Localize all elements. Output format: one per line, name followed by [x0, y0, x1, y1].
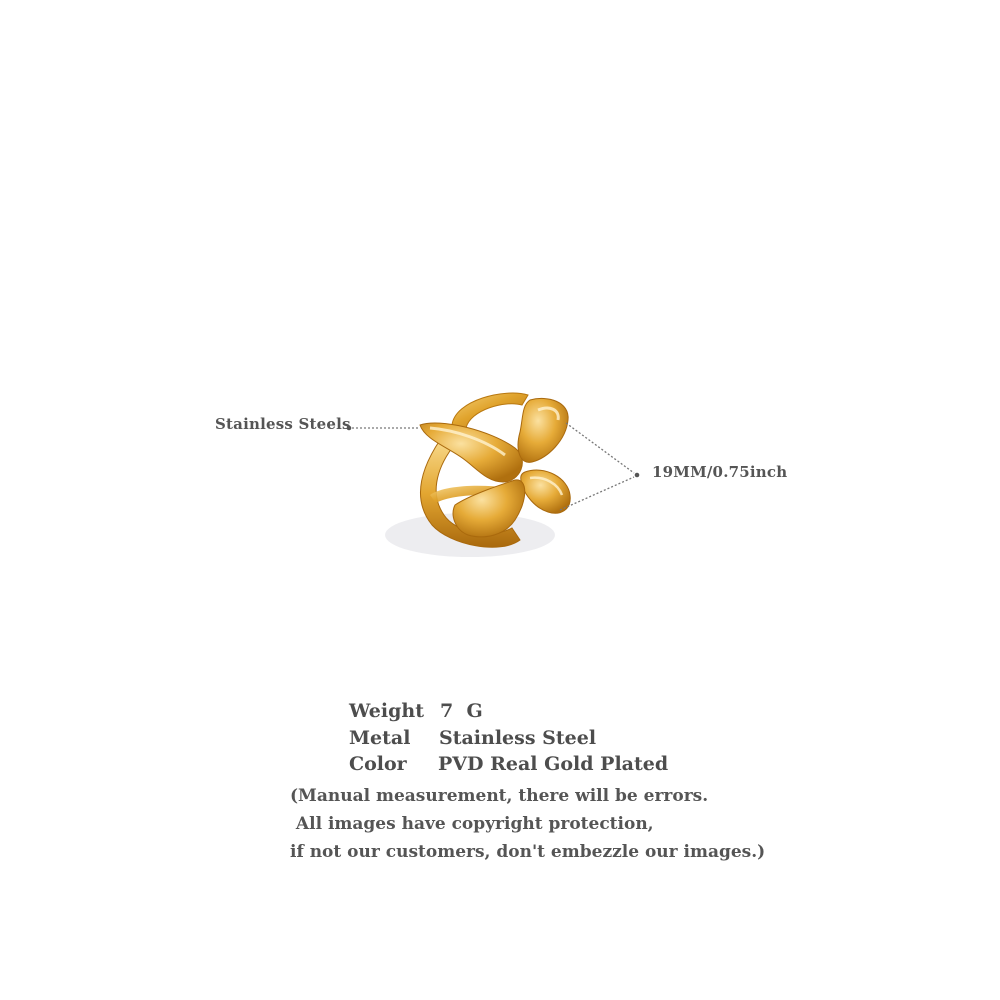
spec-weight-value: 7 G: [440, 700, 483, 722]
spec-weight-label: Weight: [349, 700, 424, 722]
size-leader-dot: [635, 473, 640, 478]
teardrop-lower-right: [521, 470, 570, 513]
disclaimer-line-1: (Manual measurement, there will be errors.: [290, 786, 709, 806]
disclaimer-line-2: All images have copyright protection,: [290, 814, 654, 834]
material-callout-label: Stainless Steels: [215, 415, 351, 433]
spec-color-label: Color: [349, 753, 407, 775]
disclaimer-line-3: if not our customers, don't embezzle our images.): [290, 842, 766, 862]
spec-metal-label: Metal: [349, 727, 411, 749]
size-callout-label: 19MM/0.75inch: [652, 463, 788, 481]
ring-upper-band: [452, 393, 528, 428]
spec-color-value: PVD Real Gold Plated: [438, 753, 669, 775]
size-leader-line-top: [566, 423, 634, 473]
size-leader-line-bottom: [560, 477, 634, 510]
spec-metal-value: Stainless Steel: [439, 727, 597, 749]
